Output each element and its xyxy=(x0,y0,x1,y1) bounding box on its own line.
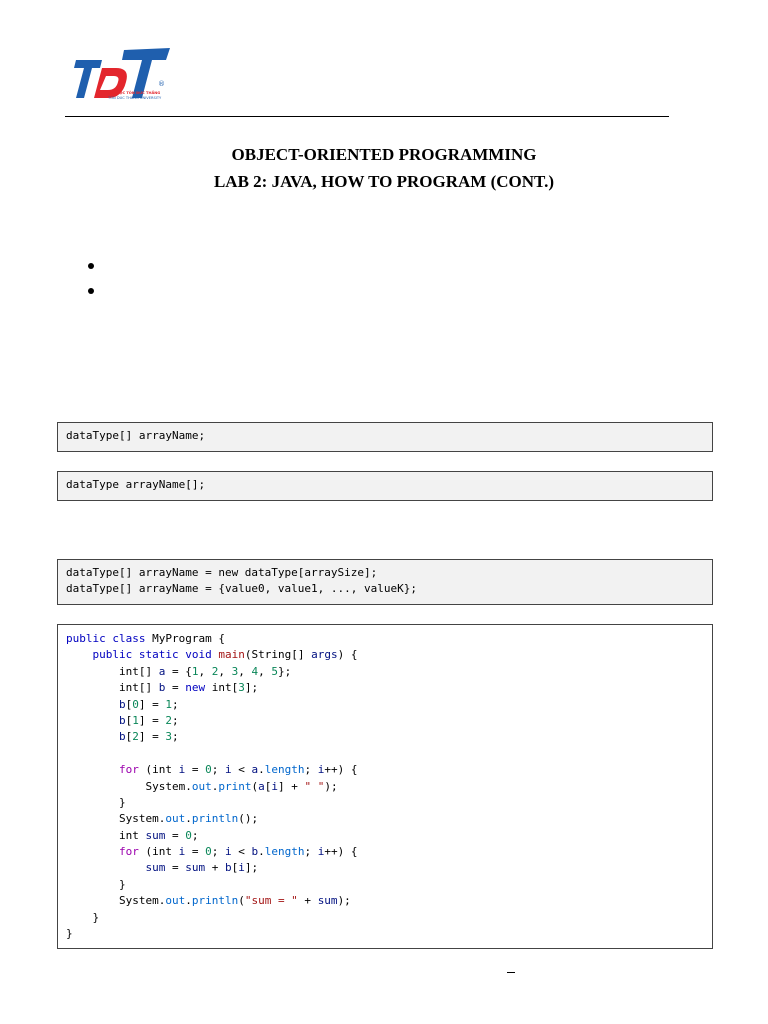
code-block-program xyxy=(57,624,713,949)
program-line: for (int i = 0; i < a.length; i++) { xyxy=(118,763,358,777)
logo-caption-vi: ĐẠI HỌC TÔN ĐỨC THẮNG xyxy=(108,91,161,95)
code-block-initialization xyxy=(57,559,713,605)
bullet-dot xyxy=(88,288,94,294)
code-line: dataType arrayName[]; xyxy=(66,478,206,491)
program-line: } xyxy=(66,795,126,809)
program-line xyxy=(66,746,704,762)
program-line: b[1] = 2; xyxy=(118,713,179,727)
code-block-declaration-2 xyxy=(57,471,713,501)
program-line: System.out.println("sum = " + sum); xyxy=(66,894,351,908)
course-title: OBJECT-ORIENTED PROGRAMMING xyxy=(231,145,537,164)
program-line: int[] a = {1, 2, 3, 4, 5}; xyxy=(66,664,292,678)
program-line: b[0] = 1; xyxy=(118,697,179,711)
lab-title: LAB 2: JAVA, HOW TO PROGRAM (CONT.) xyxy=(213,172,555,191)
program-line: System.out.print(a[i] + " "); xyxy=(66,779,338,793)
code-line: dataType[] arrayName = {value0, value1, ..., valueK}; xyxy=(66,582,417,596)
program-line: } xyxy=(66,877,126,891)
footer-mark xyxy=(507,972,515,973)
bullet-dot xyxy=(88,263,94,269)
university-logo xyxy=(72,46,172,102)
program-line: System.out.println(); xyxy=(66,812,259,826)
program-line: public class MyProgram { xyxy=(66,632,225,645)
program-line: for (int i = 0; i < b.length; i++) { xyxy=(118,845,358,859)
tdt-logo-icon xyxy=(72,46,172,102)
program-line: b[2] = 3; xyxy=(118,730,179,744)
program-line: sum = sum + b[i]; xyxy=(145,861,259,875)
program-line: int[] b = new int[3]; xyxy=(66,681,259,695)
program-line: } xyxy=(66,927,73,941)
code-block-declaration-1 xyxy=(57,422,713,452)
logo-caption-en: TON DUC THANG UNIVERSITY xyxy=(108,96,162,100)
code-line: dataType[] arrayName = new dataType[arraySize]; xyxy=(66,566,378,579)
code-line: dataType[] arrayName; xyxy=(66,429,206,442)
registered-mark: ® xyxy=(158,80,165,88)
program-line: int sum = 0; xyxy=(66,828,199,842)
header-divider xyxy=(65,116,669,117)
bullet-list xyxy=(88,263,94,313)
program-line: public static void main(String[] args) { xyxy=(92,648,358,662)
program-line: } xyxy=(66,910,100,924)
